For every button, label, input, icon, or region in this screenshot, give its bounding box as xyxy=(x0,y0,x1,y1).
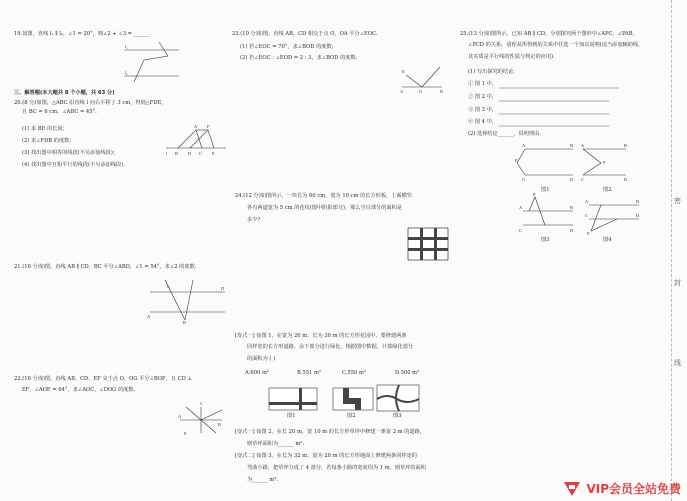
option-a: A.600 m² xyxy=(245,370,269,376)
svg-text:D: D xyxy=(221,286,225,291)
svg-text:P: P xyxy=(603,160,606,165)
fill-line-1: ① 图 1 中， xyxy=(468,81,497,87)
prep-figure-1 xyxy=(269,388,317,410)
svg-text:B: B xyxy=(175,151,179,156)
svg-text:B: B xyxy=(624,143,628,148)
fig-label-2: 图2 xyxy=(347,413,356,419)
svg-text:A: A xyxy=(519,205,523,210)
svg-text:A: A xyxy=(400,89,404,94)
q24-figure xyxy=(408,228,448,260)
svg-text:A: A xyxy=(194,124,198,129)
fill-line-2: ② 图 2 中， xyxy=(468,94,497,100)
svg-text:A: A xyxy=(147,314,151,319)
margin-label-mi: 密 xyxy=(674,197,681,205)
svg-text:D: D xyxy=(570,228,574,233)
prep-figure-3 xyxy=(377,385,419,411)
q25-fig-label-1: 图1 xyxy=(541,187,550,193)
svg-text:P: P xyxy=(533,192,536,197)
svg-text:C: C xyxy=(199,151,203,156)
svg-text:E: E xyxy=(212,151,215,156)
left-column: 19.如图，直线 l₁ ∥ l₂，∠1 = 20°，则∠2 + ∠3 = ______. l₁ l₂ 三、解答题(本大题共 8 个小题，共 63 分) 20.(8 分)如图，△ABC 沿直线 l 向右平移了 3 cm，得到△FDE， 且 BC = 6 cm，∠ABC = 45°. (1) 求 BE 的长度； (2) 求∠FDB 的度数； (3) 找出图中相等的线段(不另添加线段)； (4) 找出图中互相平行的线段(不另添加线段). l B D C E A F 21.(10 分)如图，直线 AB ∥ CD，BC 平分∠ABD，∠1 = 54°，求∠2 的度数. A B C D 22.(10 分)如图，直线 AB、CD、EF 交于点 O，OG 平分∠BOF，且 CD ⊥ EF，∠AOE = 64°，求∠AOC，∠DOG 的度数. A B E C xyxy=(0,0,225,501)
svg-text:P: P xyxy=(587,231,590,236)
svg-text:B: B xyxy=(636,199,640,204)
svg-text:B: B xyxy=(218,422,222,427)
seal-line xyxy=(671,0,672,501)
q25-fig-label-4: 图4 xyxy=(603,237,612,243)
fill-line-4: ④ 图 4 中， xyxy=(468,119,497,125)
svg-text:l₂: l₂ xyxy=(125,70,128,75)
svg-text:l: l xyxy=(166,151,168,156)
question-19: 19.如图，直线 l₁ ∥ l₂，∠1 = 20°，则∠2 + ∠3 = ______. xyxy=(14,31,151,37)
svg-text:A: A xyxy=(522,143,526,148)
svg-text:C: C xyxy=(519,228,523,233)
svg-text:A: A xyxy=(585,199,589,204)
fill-line-3: ③ 图 3 中， xyxy=(468,107,497,113)
svg-text:P: P xyxy=(515,158,518,163)
svg-text:l₁: l₁ xyxy=(125,44,128,49)
middle-column: 23.(10 分)如图，直线 AB，CD 相交于点 O，OA 平分∠EOC. (1) 若∠EOC = 70°，求∠BOD 的度数； (2) 若∠EOC : ∠EOD = 2 : 3，求∠BOD 的度数. A O B E 24.(12 分)如图所示，一块长为 60 cm，宽为 10 cm 的长方形板，上面横竖 各有两道宽为 5 cm 的花纹(图中阴影部分)，那么空白部分的面积是 多少? [发式一] 如图 1，在宽为 20 m，长为 30 m 的长方形花园中，要修建两条 同样宽的长方形道路，余下部分进行绿化，根据图中数据，计算绿化部分 的面积为 ( ) A.600 m² B.551 m² C.550 m² D.500 m² 图1 图2 图3 [变式一] 如图 2，在长 20 m，宽 10 m 的长方形草坪中修建一条宽 2 m 的道路， 则草坪面积为______ m². [变式二] 如图 3，在长为 32 m，宽为 20 m 的长方形地面上修建两条同样宽的 弯曲小路，把草坪分成了 4 部分，若每条小路的宽度均为 1 m，则草坪的面积 为______ m². xyxy=(225,0,453,501)
margin-label-feng: 封 xyxy=(674,279,681,287)
right-column: 25.(13 分)如图所示，已知 AB ∥ CD，分别探究两个图形中∠APC，∠PAB， ∠PCD 的关系，请你从所得到的关系中任选一个加以说明(适当添加辅助线， 其实质是平行线的性质与判定的应用). (1) 写出探究的结论. ① 图 1 中， ② 图 2 中， ③ 图 3 中， ④ 图 4 中， (2) 选择结论______，说明理由. A B P C D A B P C D 图1 图2 P A B C D A B C D P 图3 图4 xyxy=(460,31,644,243)
option-d: D.500 m² xyxy=(395,370,420,376)
q25-fig-label-2: 图2 xyxy=(603,187,612,193)
q20-figure xyxy=(166,124,226,158)
svg-text:D: D xyxy=(624,177,628,182)
q21-figure xyxy=(145,278,230,323)
fig-label-1: 图1 xyxy=(287,413,296,419)
section-header: 三、解答题(本大题共 8 个小题，共 63 分) xyxy=(14,90,115,96)
svg-text:C: C xyxy=(167,284,171,289)
svg-text:D: D xyxy=(570,177,574,182)
svg-text:O: O xyxy=(419,89,423,94)
margin-label-xian: 线 xyxy=(674,359,681,367)
svg-text:D: D xyxy=(636,213,640,218)
fig-label-3: 图3 xyxy=(393,413,402,419)
svg-text:F: F xyxy=(207,124,210,129)
q25-choose: (2) 选择结论______，说明理由. xyxy=(468,131,541,137)
q19-figure xyxy=(124,42,184,82)
q25-figure-1 xyxy=(515,143,575,183)
q25-figure-2 xyxy=(581,143,641,183)
svg-text:C: C xyxy=(581,177,585,182)
svg-text:B: B xyxy=(183,320,187,325)
svg-text:E: E xyxy=(184,431,187,436)
answer-lines xyxy=(499,88,619,128)
vip-watermark[interactable] xyxy=(562,480,681,497)
q22-figure xyxy=(178,401,224,436)
q25-fig-label-3: 图3 xyxy=(541,237,550,243)
q25-figure-4 xyxy=(581,197,641,235)
svg-text:A: A xyxy=(178,414,182,419)
svg-text:E: E xyxy=(402,69,405,74)
svg-text:B: B xyxy=(570,205,574,210)
watermark-text: VIP会员全站免费 xyxy=(586,482,681,496)
svg-text:B: B xyxy=(440,89,444,94)
svg-text:C: C xyxy=(200,401,204,406)
svg-text:D: D xyxy=(188,151,192,156)
q23-figure xyxy=(400,65,445,95)
q25-figure-3 xyxy=(515,192,575,235)
svg-text:C: C xyxy=(585,213,589,218)
option-c: C.550 m² xyxy=(342,370,366,376)
svg-text:A: A xyxy=(581,143,585,148)
question-21: 21.(10 分)如图，直线 AB ∥ CD，BC 平分∠ABD，∠1 = 54°，求∠2 的度数. xyxy=(14,264,197,270)
svg-text:C: C xyxy=(522,177,526,182)
vip-logo-icon xyxy=(562,481,582,497)
option-b: B.551 m² xyxy=(297,370,322,376)
prep-figure-2 xyxy=(333,388,373,410)
svg-text:B: B xyxy=(570,143,574,148)
